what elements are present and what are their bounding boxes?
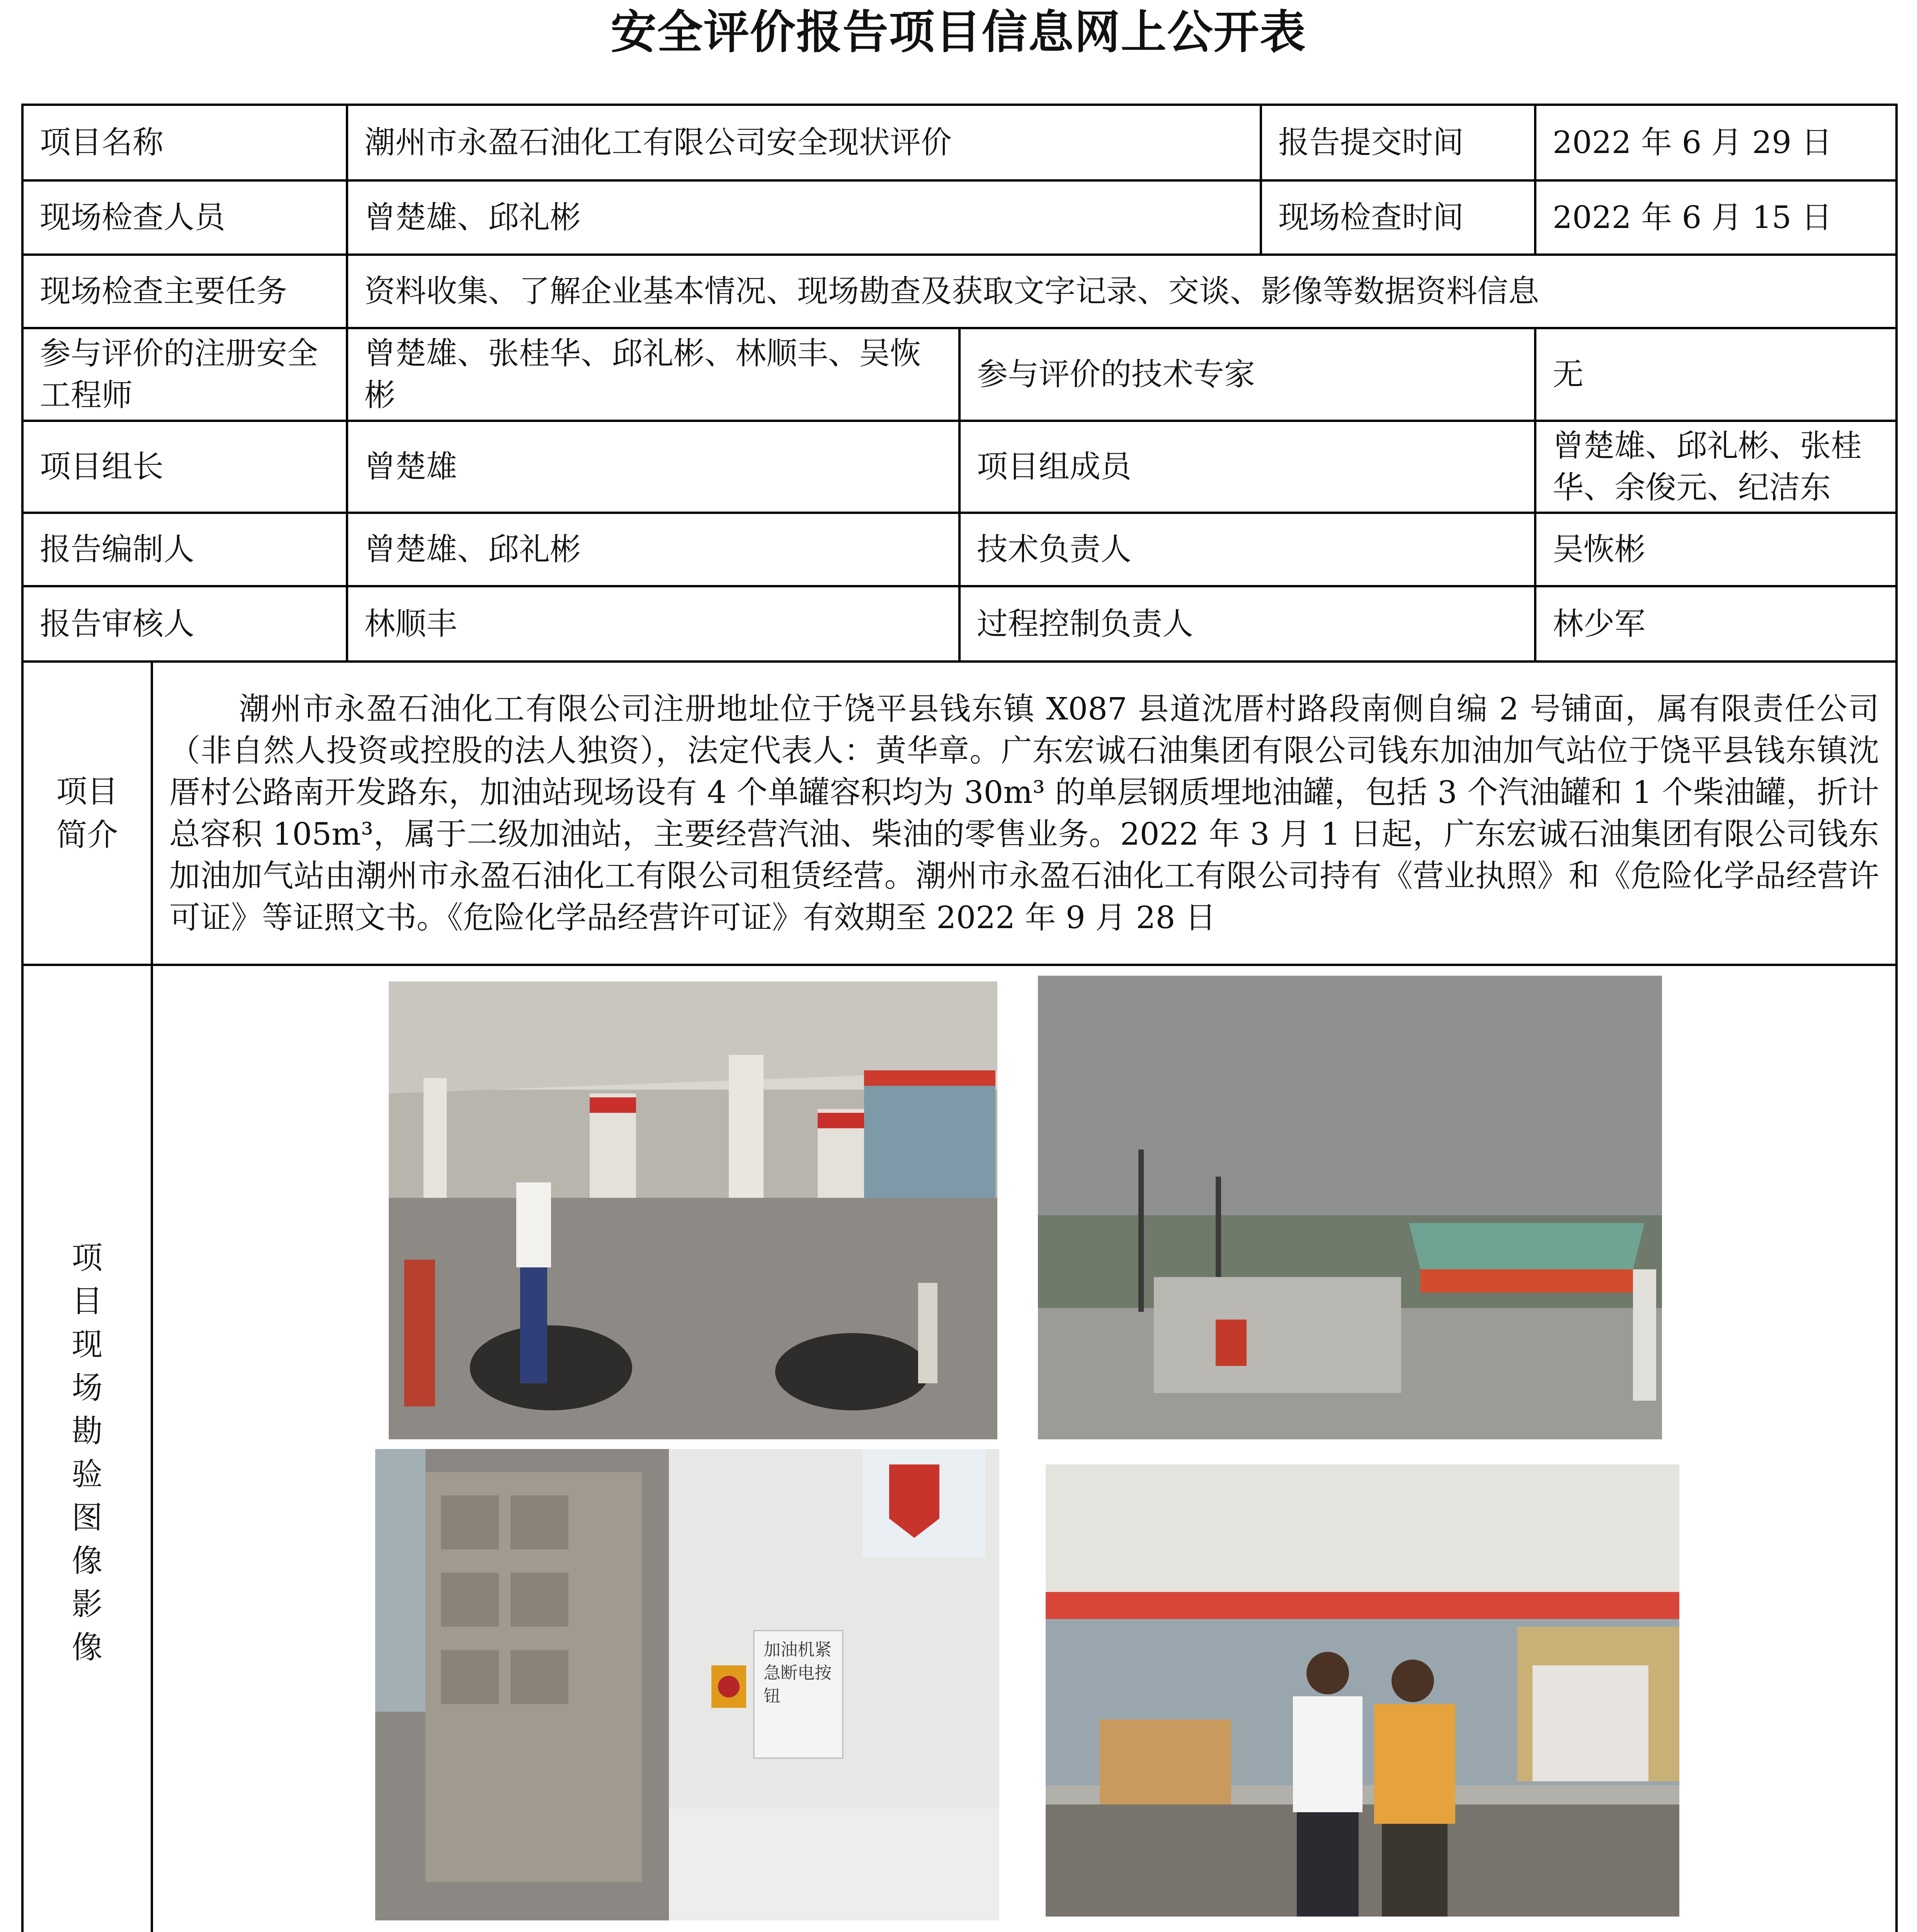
members-value: 曾楚雄、邱礼彬、张桂华、余俊元、纪洁东 [1535,421,1897,513]
intro-label: 项目简介 [22,662,152,965]
task-value: 资料收集、了解企业基本情况、现场勘查及获取文字记录、交谈、影像等数据资料信息 [347,255,1897,328]
reviewer-value: 林顺丰 [347,586,959,662]
inspectors-label: 现场检查人员 [22,180,347,255]
process-lead-value: 林少军 [1535,586,1897,662]
process-lead-label: 过程控制负责人 [959,586,1535,662]
engineers-label: 参与评价的注册安全工程师 [22,328,347,421]
project-name-label: 项目名称 [22,105,347,180]
tech-lead-label: 技术负责人 [959,513,1535,586]
inspect-time-value: 2022 年 6 月 15 日 [1535,180,1897,255]
emergency-sign-text: 加油机紧急断电按钮 [764,1640,832,1706]
info-table [21,104,1898,1932]
inspect-time-label: 现场检查时间 [1261,180,1535,255]
photos-area [152,965,1897,1932]
page-title: 安全评价报告项目信息网上公开表 [611,5,1306,59]
author-value: 曾楚雄、邱礼彬 [347,513,959,586]
reviewer-label: 报告审核人 [22,586,347,662]
leader-label: 项目组长 [22,421,347,513]
experts-value: 无 [1535,328,1897,421]
submit-time-label: 报告提交时间 [1261,105,1535,180]
inspectors-value: 曾楚雄、邱礼彬 [347,180,1261,255]
members-label: 项目组成员 [959,421,1535,513]
photo-forecourt [389,981,997,1439]
project-name-value: 潮州市永盈石油化工有限公司安全现状评价 [347,105,1261,180]
submit-time-value: 2022 年 6 月 29 日 [1535,105,1897,180]
author-label: 报告编制人 [22,513,347,586]
leader-value: 曾楚雄 [347,421,959,513]
photo-emergency-button [375,1449,999,1920]
tech-lead-value: 吴恢彬 [1535,513,1897,586]
photos-label: 项目现场勘验图像影像 [22,965,152,1932]
intro-text: 潮州市永盈石油化工有限公司注册地址位于饶平县钱东镇 X087 县道沈厝村路段南侧自编 2 号铺面，属有限责任公司（非自然人投资或控股的法人独资），法定代表人：黄华章。广东宏诚石油集团有限公司钱东加油加气站位于饶平县钱东镇沈厝村公路南开发路东，加油站现场设有 4 个单罐容积均为 30m³ 的单层钢质埋地油罐，包括 3 个汽油罐和 1 个柴油罐，折计总容积 105m³，属于二级加油站，主要经营汽油、柴油的零售业务。2022 年 3 月 1 日起，广东宏诚石油集团有限公司钱东加油加气站由潮州市永盈石油化工有限公司租赁经营。潮州市永盈石油化工有限公司持有《营业执照》和《危险化学品经营许可证》等证照文书。《危险化学品经营许可证》有效期至 2022 年 9 月 28 日 [152,662,1897,965]
engineers-value: 曾楚雄、张桂华、邱礼彬、林顺丰、吴恢彬 [347,328,959,421]
task-label: 现场检查主要任务 [22,255,347,328]
photo-rain-view [1038,976,1662,1439]
photo-staff [1046,1464,1679,1917]
experts-label: 参与评价的技术专家 [959,328,1535,421]
